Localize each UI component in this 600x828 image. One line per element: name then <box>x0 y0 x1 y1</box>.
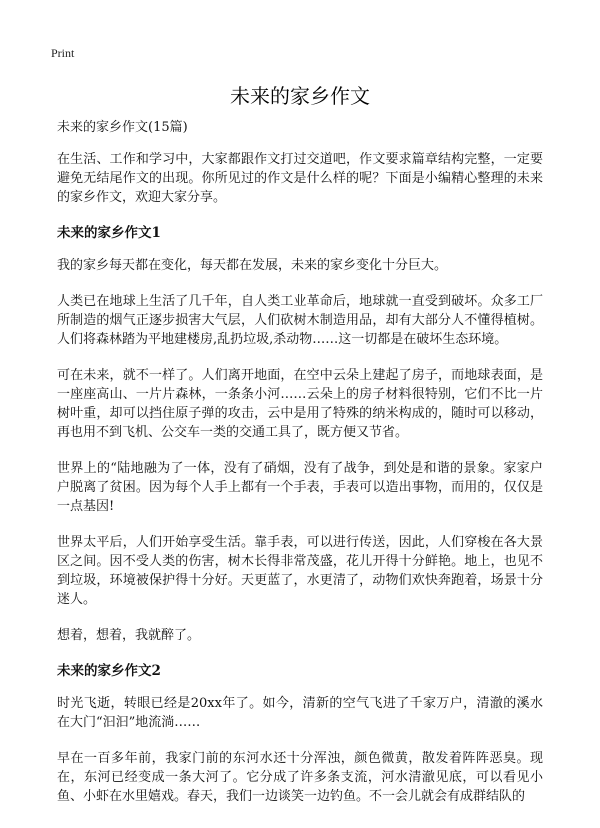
document-title: 未来的家乡作文 <box>230 84 370 108</box>
document-body <box>57 118 543 823</box>
paragraph: 世界上的“陆地融为了一体，没有了硝烟，没有了战争，到处是和谐的景象。家家户户脱离了贫困。因为每个人手上都有一个手表，手表可以造出事物，而用的，仅仅是一点基因! <box>57 461 543 514</box>
paragraph: 人类已在地球上生活了几千年，自人类工业革命后，地球就一直受到破坏。众多工厂所制造的烟气正逐步损害大气层，人们砍树木制造用品，却有大部分人不懂得植树。人们将森林踏为平地建楼房,乱扔垃圾,杀动物……这一切都是在破坏生态环境。 <box>57 294 543 347</box>
paragraph: 世界太平后，人们开始享受生活。靠手表，可以进行传送，因此，人们穿梭在各大景区之间。因不受人类的伤害，树木长得非常茂盛，花儿开得十分鲜艳。地上，也见不到垃圾，环境被保护得十分好。天更蓝了，水更清了，动物们欢快奔跑着，场景十分迷人。 <box>57 535 543 607</box>
document-subtitle: 未来的家乡作文(15篇) <box>57 120 188 135</box>
print-link[interactable]: Print <box>51 46 75 60</box>
paragraph: 想着，想着，我就醉了。 <box>57 628 201 643</box>
paragraph: 时光飞逝，转眼已经是20xx年了。如今，清新的空气飞进了千家万户，清澈的溪水在大门“汩汩”地流淌…… <box>57 696 543 730</box>
section-heading: 未来的家乡作文1 <box>57 225 161 241</box>
intro-paragraph: 在生活、工作和学习中，大家都跟作文打过交道吧，作文要求篇章结构完整，一定要避免无结尾作文的出现。你所见过的作文是什么样的呢？下面是小编精心整理的未来的家乡作文，欢迎大家分享。 <box>57 152 543 205</box>
paragraph: 早在一百多年前，我家门前的东河水还十分浑浊，颜色微黄，散发着阵阵恶臭。现在，东河已经变成一条大河了。它分成了许多条支流，河水清澈见底，可以看见小鱼、小虾在水里嬉戏。春天，我们一边谈笑一边钓鱼。不一会儿就会有成群结队的 <box>57 751 543 804</box>
paragraph: 我的家乡每天都在变化，每天都在发展，未来的家乡变化十分巨大。 <box>57 258 448 273</box>
paragraph: 可在未来，就不一样了。人们离开地面，在空中云朵上建起了房子，而地球表面，是一座座高山、一片片森林，一条条小河……云朵上的房子材料很特别，它们不比一片树叶重，却可以挡住原子弹的攻击，云中是用了特殊的纳米构成的，随时可以移动，再也用不到飞机、公交车一类的交通工具了，既方便又节省。 <box>57 368 543 440</box>
section-heading: 未来的家乡作文2 <box>57 663 161 679</box>
